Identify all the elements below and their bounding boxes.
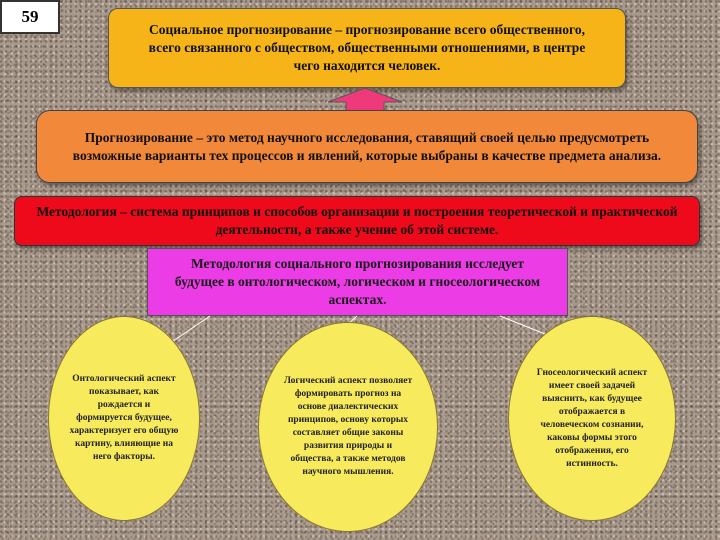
- gnoseological-aspect: Гносеологический аспект имеет своей задачей выяснить, как будущее отображается в человеческом сознании, каковы формы этого отображения, его истинность.: [508, 316, 676, 521]
- slide-number: 59: [0, 0, 60, 34]
- ontological-aspect: Онтологический аспект показывает, как рождается и формируется будущее, характеризует его общую картину, влияющие на него факторы.: [48, 316, 200, 521]
- logical-aspect: Логический аспект позволяет формировать прогноз на основе диалектических принципов, основу которых составляет общие законы развития природы и общества, а также методов научного мышления.: [258, 322, 438, 532]
- social-forecasting-methodology: Методология социального прогнозирования исследует будущее в онтологическом, логическом и гносеологическом аспектах.: [147, 248, 568, 316]
- methodology-definition: Методология – система принципов и способов организации и построения теоретической и практической деятельности, а также учение об этой системе.: [14, 196, 700, 246]
- social-forecasting-definition: Социальное прогнозирование – прогнозирование всего общественного, всего связанного с обществом, общественными отношениями, в центре чего находится человек.: [108, 8, 626, 88]
- forecasting-definition: Прогнозирование – это метод научного исследования, ставящий своей целью предусмотреть возможные варианты тех процессов и явлений, которые выбраны в качестве предмета анализа.: [36, 110, 698, 183]
